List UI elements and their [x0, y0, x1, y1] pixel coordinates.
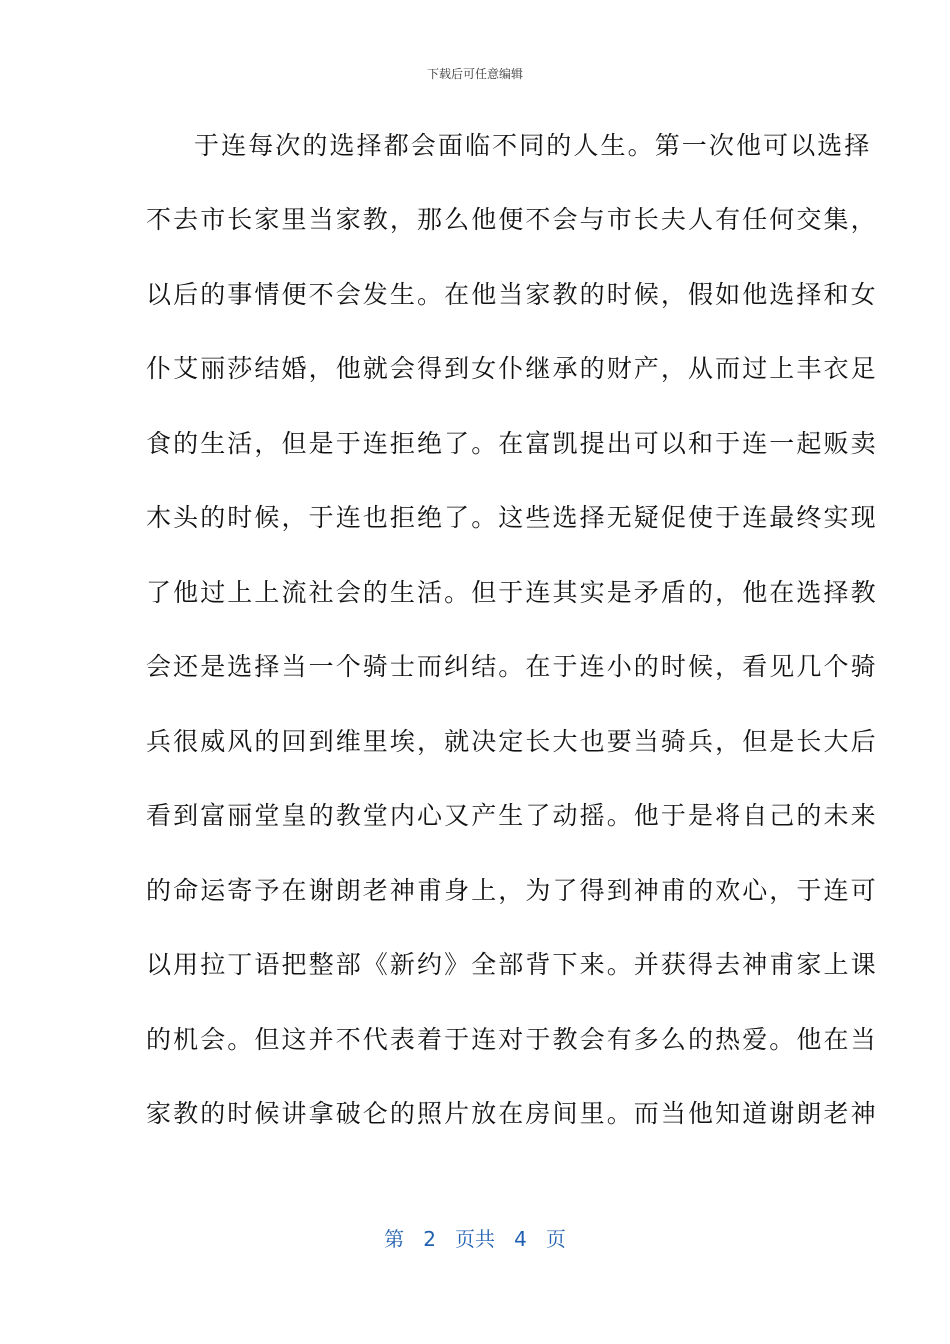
- text-line: 了他过上上流社会的生活。但于连其实是矛盾的，他在选择教: [146, 578, 878, 607]
- text-line: 于连每次的选择都会面临不同的人生。第一次他可以选择: [194, 131, 872, 160]
- text-line: 以后的事情便不会发生。在他当家教的时候，假如他选择和女: [146, 280, 878, 309]
- page-header: 下载后可任意编辑: [426, 67, 523, 81]
- text-line: 的命运寄予在谢朗老神甫身上，为了得到神甫的欢心，于连可: [146, 876, 878, 905]
- footer-prefix: 第: [384, 1227, 405, 1251]
- text-line: 看到富丽堂皇的教堂内心又产生了动摇。他于是将自己的未来: [146, 801, 878, 830]
- text-line: 的机会。但这并不代表着于连对于教会有多么的热爱。他在当: [146, 1025, 878, 1054]
- footer-middle: 页共: [455, 1227, 495, 1251]
- text-line: 不去市长家里当家教，那么他便不会与市长夫人有任何交集，: [146, 205, 878, 234]
- text-line: 食的生活，但是于连拒绝了。在富凯提出可以和于连一起贩卖: [146, 429, 878, 458]
- page-footer: [0, 1226, 950, 1252]
- footer-suffix: 页: [545, 1227, 566, 1251]
- text-line: 以用拉丁语把整部《新约》全部背下来。并获得去神甫家上课: [146, 950, 878, 979]
- text-line: 木头的时候，于连也拒绝了。这些选择无疑促使于连最终实现: [146, 503, 878, 532]
- text-line: 会还是选择当一个骑士而纠结。在于连小的时候，看见几个骑: [146, 652, 878, 681]
- text-line: 兵很威风的回到维里埃，就决定长大也要当骑兵，但是长大后: [146, 727, 878, 756]
- text-line: 仆艾丽莎结婚，他就会得到女仆继承的财产，从而过上丰衣足: [146, 354, 878, 383]
- text-line: 家教的时候讲拿破仑的照片放在房间里。而当他知道谢朗老神: [146, 1099, 878, 1128]
- footer-current-page: 2: [423, 1227, 436, 1251]
- footer-total-pages: 4: [514, 1227, 527, 1251]
